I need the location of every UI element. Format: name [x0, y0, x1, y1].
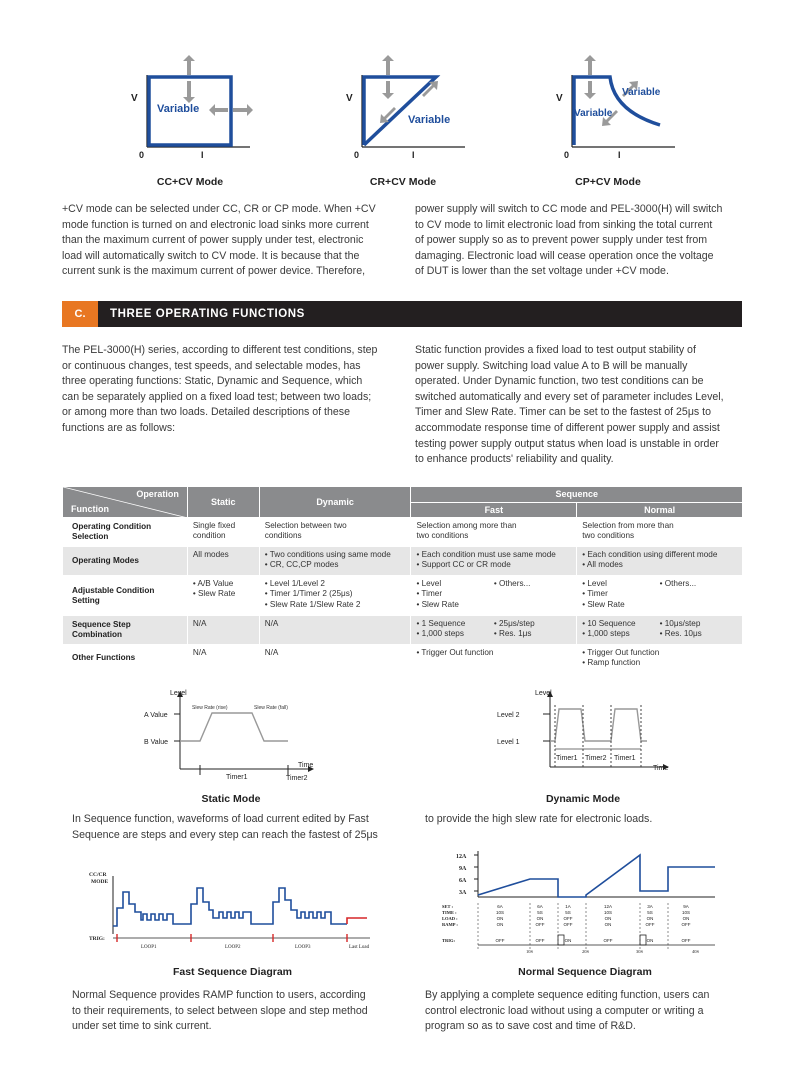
cp-cv-caption: CP+CV Mode: [575, 176, 641, 188]
sequence-cell: OFF: [563, 916, 573, 921]
functions-table: [62, 486, 743, 673]
cell: • Level • Timer • Slew Rate • Others...: [411, 576, 577, 616]
sequence-cell: 12A: [603, 904, 613, 909]
sequence-cell: ON: [604, 916, 612, 921]
origin-label: 0: [354, 150, 360, 160]
corner-operation-label: Operation: [136, 489, 179, 499]
y-tick-3a: 3A: [459, 890, 467, 896]
sequence-cell: 1A: [565, 904, 571, 909]
cell: • Each condition must use same mode • Support CC or CR mode: [411, 547, 577, 576]
cell: • Trigger Out function • Ramp function: [577, 645, 743, 672]
axis-i-label: I: [618, 150, 621, 160]
row-head: Sequence Step Combination: [63, 616, 188, 645]
sequence-cell: 10S: [495, 910, 505, 915]
table-row: [63, 576, 743, 616]
trig-state: OFF: [535, 938, 545, 943]
sequence-cell: ON: [536, 916, 544, 921]
level-label: Level: [535, 690, 552, 697]
cell: • Two conditions using same mode • CR, CC,CP modes: [259, 547, 411, 576]
origin-label: 0: [564, 150, 570, 160]
sequence-cell: 9A: [683, 904, 689, 909]
table-row: [63, 547, 743, 576]
trig-state: OFF: [495, 938, 505, 943]
timer2-label: Timer2: [585, 755, 607, 762]
axis-v-label: V: [556, 93, 563, 104]
a-value-label: A Value: [144, 712, 168, 719]
variable-label: Variable: [408, 114, 451, 126]
dynamic-mode-caption: Dynamic Mode: [545, 793, 621, 805]
corner-function-label: Function: [71, 504, 109, 514]
corner-header: [63, 487, 188, 518]
time-label: Time: [653, 765, 669, 772]
y-tick-6a: 6A: [459, 878, 467, 884]
level2-label: Level 2: [497, 712, 520, 719]
cc-cv-diagram: [125, 55, 265, 165]
time-tick-20s: 20S: [582, 949, 590, 954]
sequence-cell: 6A: [537, 904, 543, 909]
col-fast: Fast: [411, 503, 577, 518]
sequence-cell: ON: [496, 916, 504, 921]
cell: N/A: [259, 616, 411, 645]
cell: N/A: [187, 616, 259, 645]
row-head: Operating Condition Selection: [63, 518, 188, 547]
cr-cv-diagram: [340, 55, 480, 165]
row-head: Adjustable Condition Setting: [63, 576, 188, 616]
cv-text-left: +CV mode can be selected under CC, CR or CP mode. When +CV mode function is turned on and electronic load sinks more current than the maximum current of power supply under test, electronic load will automatically switch to CV mode. It is because that the current sunk is the maximum current of power device. Therefore,: [62, 203, 376, 278]
mode-label-2: MODE: [91, 879, 109, 885]
loop1-label: LOOP1: [141, 945, 157, 950]
time-label: Time: [298, 762, 314, 769]
trig-state: ON: [564, 938, 572, 943]
variable-label-upper: Variable: [622, 87, 661, 98]
static-mode-caption: Static Mode: [201, 793, 261, 805]
static-mode-chart: [140, 685, 330, 785]
cell: Selection from more than two conditions: [577, 518, 743, 547]
bottom-text-right: By applying a complete sequence editing function, users can control electronic load without using a computer or writing a program so as to save cost and time of R&D.: [425, 989, 710, 1033]
trig-state: OFF: [681, 938, 691, 943]
y-tick-12a: 12A: [456, 854, 467, 860]
timer1-label: Timer1: [226, 774, 248, 781]
sequence-cell: OFF: [535, 922, 545, 927]
loop2-label: LOOP2: [225, 945, 241, 950]
intro-text-left: The PEL-3000(H) series, according to different test conditions, step or continuous changes, test speeds, and selectable modes, has three operating functions: Static, Dynamic and Sequence, which can be separately applied on a fixed load test; between two loads; or among more than two loads. Detailed descriptions of these functions are as follows:: [62, 344, 378, 434]
table-row: [63, 518, 743, 547]
normal-sequence-caption: Normal Sequence Diagram: [518, 966, 652, 978]
cell: • 10 Sequence • 1,000 steps • 10μs/step • Res. 10μs: [577, 616, 743, 645]
level1-label: Level 1: [497, 739, 520, 746]
dynamic-mode-chart: [495, 685, 680, 785]
intro-text-right: Static function provides a fixed load to test output stability of power supply. Switching load value A to B will be manually operated. Under Dynamic function, two test conditions can be switched automatically and every set of parameter includes Level, Timer and Slew Rate. Timer can be set to the fastest of 25μs to accommodate response time of different power supply and assist testing power supply output status when load is unstable in order to enhance products' reliability and quality.: [415, 344, 724, 466]
table-row: [63, 645, 743, 672]
col-static: Static: [187, 487, 259, 518]
sequence-cell: OFF: [563, 922, 573, 927]
sequence-text-left: In Sequence function, waveforms of load current edited by Fast Sequence are steps and every step can reach the fastest of 25μs: [72, 813, 378, 841]
variable-label: Variable: [157, 103, 200, 115]
loop3-label: LOOP3: [295, 945, 311, 950]
sequence-text-right: to provide the high slew rate for electronic loads.: [425, 813, 653, 825]
level-label: Level: [170, 690, 187, 697]
table-row: [63, 616, 743, 645]
sequence-cell: 3A: [647, 904, 653, 909]
cell: • Each condition using different mode • All modes: [577, 547, 743, 576]
cell: N/A: [187, 645, 259, 672]
cell: • A/B Value • Slew Rate: [187, 576, 259, 616]
cc-cv-caption: CC+CV Mode: [156, 176, 224, 188]
y-tick-9a: 9A: [459, 866, 467, 872]
timer2-label: Timer2: [286, 775, 308, 782]
bottom-text-left: Normal Sequence provides RAMP function to users, according to their requirements, to select between slope and step method under set time to sink current.: [72, 989, 368, 1033]
cell: • Level 1/Level 2 • Timer 1/Timer 2 (25μs) • Slew Rate 1/Slew Rate 2: [259, 576, 411, 616]
trig-state: OFF: [603, 938, 613, 943]
cell: • Level • Timer • Slew Rate • Others...: [577, 576, 743, 616]
cp-cv-diagram: [550, 55, 690, 165]
sequence-cell: 6A: [497, 904, 503, 909]
variable-label-lower: Variable: [574, 108, 613, 119]
row-head: Other Functions: [63, 645, 188, 672]
sequence-cell: ON: [604, 922, 612, 927]
trig-label: TRIG:: [442, 938, 456, 943]
last-load-label: Last Load: [349, 945, 370, 950]
cell: All modes: [187, 547, 259, 576]
origin-label: 0: [139, 150, 145, 160]
timer1-label: Timer1: [556, 755, 578, 762]
sequence-cell: 10S: [681, 910, 691, 915]
sequence-cell: 5S: [565, 910, 571, 915]
cell: Selection among more than two conditions: [411, 518, 577, 547]
sequence-cell: ON: [682, 916, 690, 921]
time-tick-40s: 40S: [692, 949, 700, 954]
axis-v-label: V: [346, 93, 353, 104]
sequence-cell: 5S: [537, 910, 543, 915]
cell: • Trigger Out function: [411, 645, 577, 672]
sequence-cell: ON: [496, 922, 504, 927]
sequence-cell: ON: [646, 916, 654, 921]
mode-label-1: CC/CR: [89, 872, 107, 878]
trig-label: TRIG:: [89, 936, 105, 942]
normal-sequence-diagram: [440, 845, 730, 955]
sequence-cell: 5S: [647, 910, 653, 915]
row-label-ramp: RAMP :: [442, 922, 458, 927]
axis-i-label: I: [201, 150, 204, 160]
slew-rise-label: Slew Rate (rise): [192, 705, 228, 711]
cr-cv-caption: CR+CV Mode: [369, 176, 437, 188]
cell: Selection between two conditions: [259, 518, 411, 547]
fast-sequence-diagram: [85, 868, 385, 953]
row-label-set: SET :: [442, 904, 454, 909]
sequence-cell: OFF: [645, 922, 655, 927]
col-normal: Normal: [577, 503, 743, 518]
cell: N/A: [259, 645, 411, 672]
row-label-time: TIME :: [442, 910, 457, 915]
axis-v-label: V: [131, 93, 138, 104]
timer1b-label: Timer1: [614, 755, 636, 762]
cell: • 1 Sequence • 1,000 steps • 25μs/step • Res. 1μs: [411, 616, 577, 645]
cell: Single fixed condition: [187, 518, 259, 547]
col-dynamic: Dynamic: [259, 487, 411, 518]
row-label-load: LOAD :: [442, 916, 458, 921]
axis-i-label: I: [412, 150, 415, 160]
row-head: Operating Modes: [63, 547, 188, 576]
fast-sequence-caption: Fast Sequence Diagram: [172, 966, 293, 978]
cv-text-right: power supply will switch to CC mode and PEL-3000(H) will switch to CV mode to limit electronic load from sinking the total current of power supply so as to prevent power supply under test from damaging. Electronic load will cease operation once the voltage of DUT is lower than the set voltage under +CV mode.: [415, 203, 723, 278]
time-tick-10s: 10S: [526, 949, 534, 954]
section-letter: C.: [62, 301, 98, 327]
sequence-cell: 10S: [603, 910, 613, 915]
sequence-cell: OFF: [681, 922, 691, 927]
time-tick-30s: 30S: [636, 949, 644, 954]
trig-state: ON: [646, 938, 654, 943]
col-sequence: Sequence: [411, 487, 743, 503]
section-header: [62, 301, 742, 327]
b-value-label: B Value: [144, 739, 168, 746]
slew-fall-label: Slew Rate (fall): [254, 705, 288, 711]
section-title: THREE OPERATING FUNCTIONS: [110, 308, 305, 320]
